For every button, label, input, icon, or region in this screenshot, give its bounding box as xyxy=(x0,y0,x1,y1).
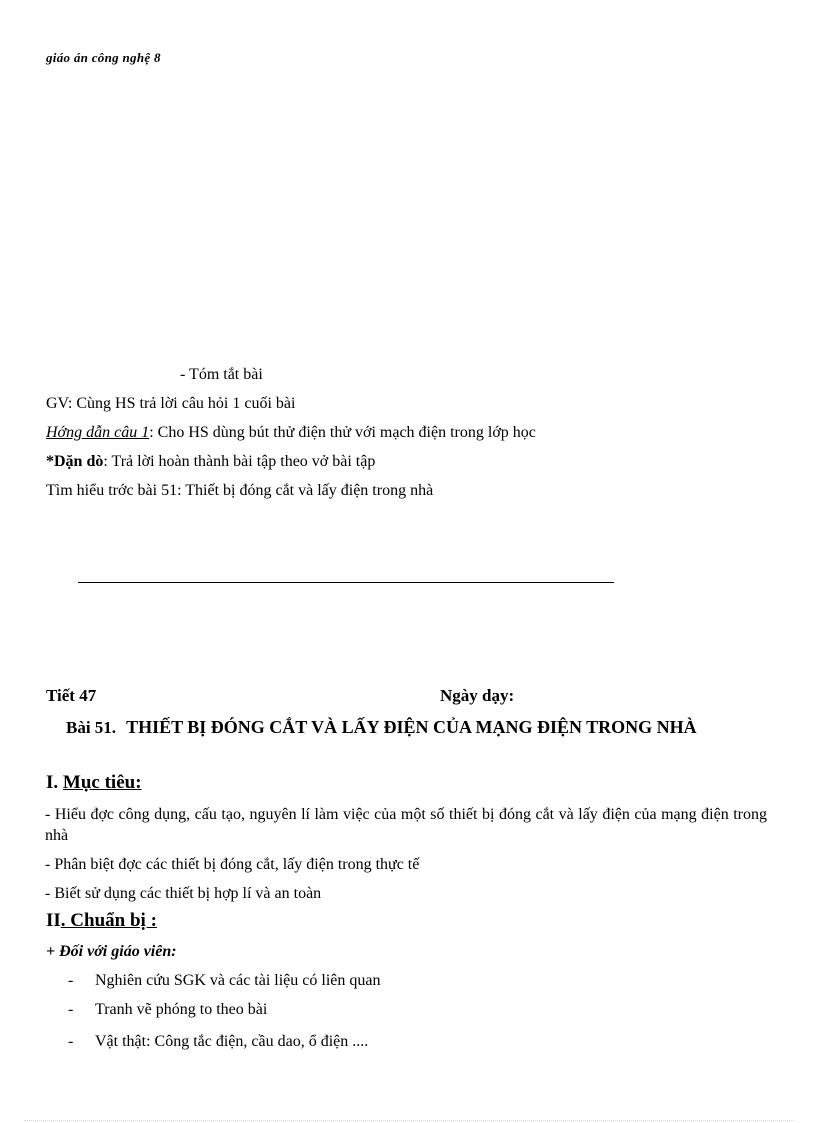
prep-item: Nghiên cứu SGK và các tài liệu có liên quan xyxy=(95,972,381,989)
separator-line xyxy=(78,582,614,583)
objective-item: - Phân biệt đợc các thiết bị đóng cắt, lấy điện trong thực tế xyxy=(45,856,420,873)
section-title: Mục tiêu: xyxy=(62,772,142,793)
cut-off-line xyxy=(0,1030,816,1050)
list-bullet: - xyxy=(68,1033,74,1050)
page-footer-border xyxy=(24,1120,794,1121)
preview-line: Tìm hiểu trớc bài 51: Thiết bị đóng cắt và lấy điện trong nhà xyxy=(46,482,434,499)
page-header: giáo án công nghệ 8 xyxy=(46,50,161,65)
guide-text: : Cho HS dùng bút thử điện thử với mạch điện trong lớp học xyxy=(149,424,536,441)
homework-line xyxy=(46,452,375,472)
teaching-date-label: Ngày dạy: xyxy=(440,686,515,705)
guide-label: Hớng dẫn câu 1 xyxy=(46,424,150,441)
objective-item: - Biết sử dụng các thiết bị hợp lí và an toàn xyxy=(45,885,322,902)
section-title: . Chuẩn bị : xyxy=(60,910,157,931)
guide-line xyxy=(46,423,536,443)
lesson-title-text: THIẾT BỊ ĐÓNG CẮT VÀ LẤY ĐIỆN CỦA MẠNG ĐIỆN TRONG NHÀ xyxy=(126,717,697,737)
homework-label: *Dặn dò xyxy=(46,453,104,470)
lesson-title xyxy=(66,717,697,738)
section-objectives-heading xyxy=(46,772,142,794)
teacher-prep-subheading: + Đối với giáo viên: xyxy=(46,943,177,960)
objective-item: - Hiểu đợc công dụng, cấu tạo, nguyên lí làm việc của một số thiết bị đóng cắt và lấy điện của mạng điện trong nhà xyxy=(45,806,767,844)
lesson-period: Tiết 47 xyxy=(46,686,97,705)
homework-text: : Trả lời hoàn thành bài tập theo vở bài tập xyxy=(103,453,376,470)
summary-line: - Tóm tắt bài xyxy=(180,366,263,383)
lesson-number: Bài 51. xyxy=(66,718,117,737)
prep-item: Vật thật: Công tắc điện, cầu dao, ổ điện .... xyxy=(95,1033,369,1050)
prep-item: Tranh vẽ phóng to theo bài xyxy=(95,1001,268,1018)
section-preparation-heading xyxy=(46,910,157,932)
list-bullet: - xyxy=(68,972,74,989)
section-number: I. xyxy=(46,772,59,793)
list-bullet: - xyxy=(68,1001,74,1018)
teacher-line: GV: Cùng HS trả lời câu hỏi 1 cuối bài xyxy=(46,395,296,412)
section-number: II xyxy=(46,910,61,931)
